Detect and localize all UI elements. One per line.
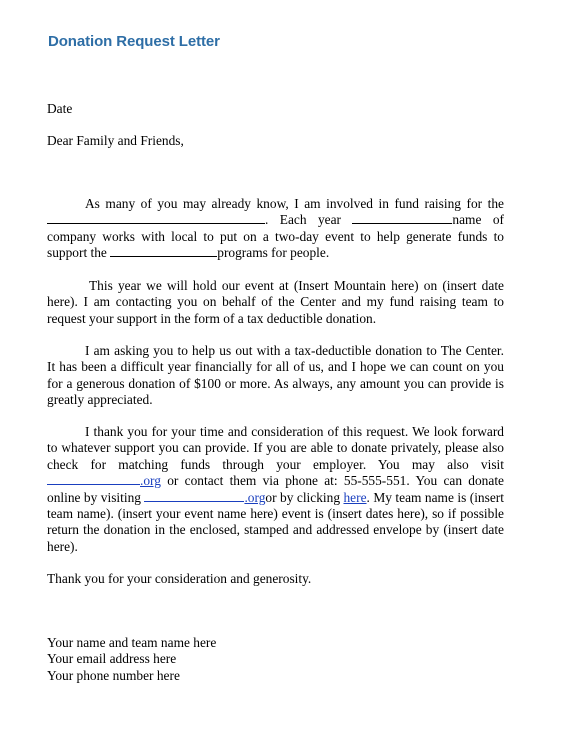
- paragraph-3: [47, 343, 504, 409]
- org-link-1[interactable]: .org: [140, 473, 161, 489]
- p2-text: This year we will hold our event at (Insert Mountain here) on (insert date here). I am contacting you on behalf of the Center and my fund raising team to request your support in the form of a tax deductible donation.: [47, 278, 504, 326]
- p1-text-a: As many of you may already know, I am involved in fund raising for the: [85, 196, 504, 211]
- closing-line: Thank you for your consideration and generosity.: [47, 571, 312, 586]
- blank-org-1[interactable]: [47, 473, 140, 485]
- org-link-2[interactable]: .org: [244, 489, 266, 505]
- document-title: Donation Request Letter: [48, 33, 220, 50]
- signature-name: Your name and team name here: [47, 635, 217, 650]
- signature-email: Your email address here: [47, 651, 177, 667]
- blank-year[interactable]: [352, 212, 452, 224]
- blank-programs[interactable]: [110, 245, 217, 257]
- p3-text: I am asking you to help us out with a tax-deductible donation to The Center. It has been a difficult year financially for all of us, and I hope we can count on you for a generous donation of $100 or more. As always, any amount you can provide is greatly appreciated.: [47, 343, 504, 408]
- paragraph-1: [47, 196, 504, 262]
- signature-phone: Your phone number here: [47, 667, 180, 683]
- blank-organization[interactable]: [47, 212, 265, 224]
- p4-text-b: or contact them via phone at: 55-555-551. You can donate online by visiting: [47, 473, 504, 505]
- p4-text-c: or by clicking: [265, 489, 341, 505]
- p1-text-d: programs for people.: [217, 245, 330, 261]
- p4-text-a: I thank you for your time and consideration of this request. We look forward to whatever support you can provide. If you are able to donate privately, please also check for matching funds through your employer. You may also visit: [47, 424, 504, 472]
- paragraph-4: [47, 424, 504, 555]
- here-link[interactable]: here: [343, 489, 367, 505]
- signature-block: [47, 635, 216, 684]
- p1-text-c: name of company works with local to put on a two-day event to help generate funds to support the: [47, 212, 504, 261]
- date-label: Date: [47, 101, 73, 116]
- p1-text-b: . Each year: [265, 212, 341, 228]
- salutation: Dear Family and Friends,: [47, 133, 184, 148]
- p4-text-d: . My team name is (insert team name). (insert your event name here) event is (insert dates here), so if possible return the donation in the enclosed, stamped and addressed envelope by (insert date here).: [47, 489, 504, 554]
- paragraph-2: [47, 278, 504, 327]
- blank-org-2[interactable]: [144, 490, 244, 502]
